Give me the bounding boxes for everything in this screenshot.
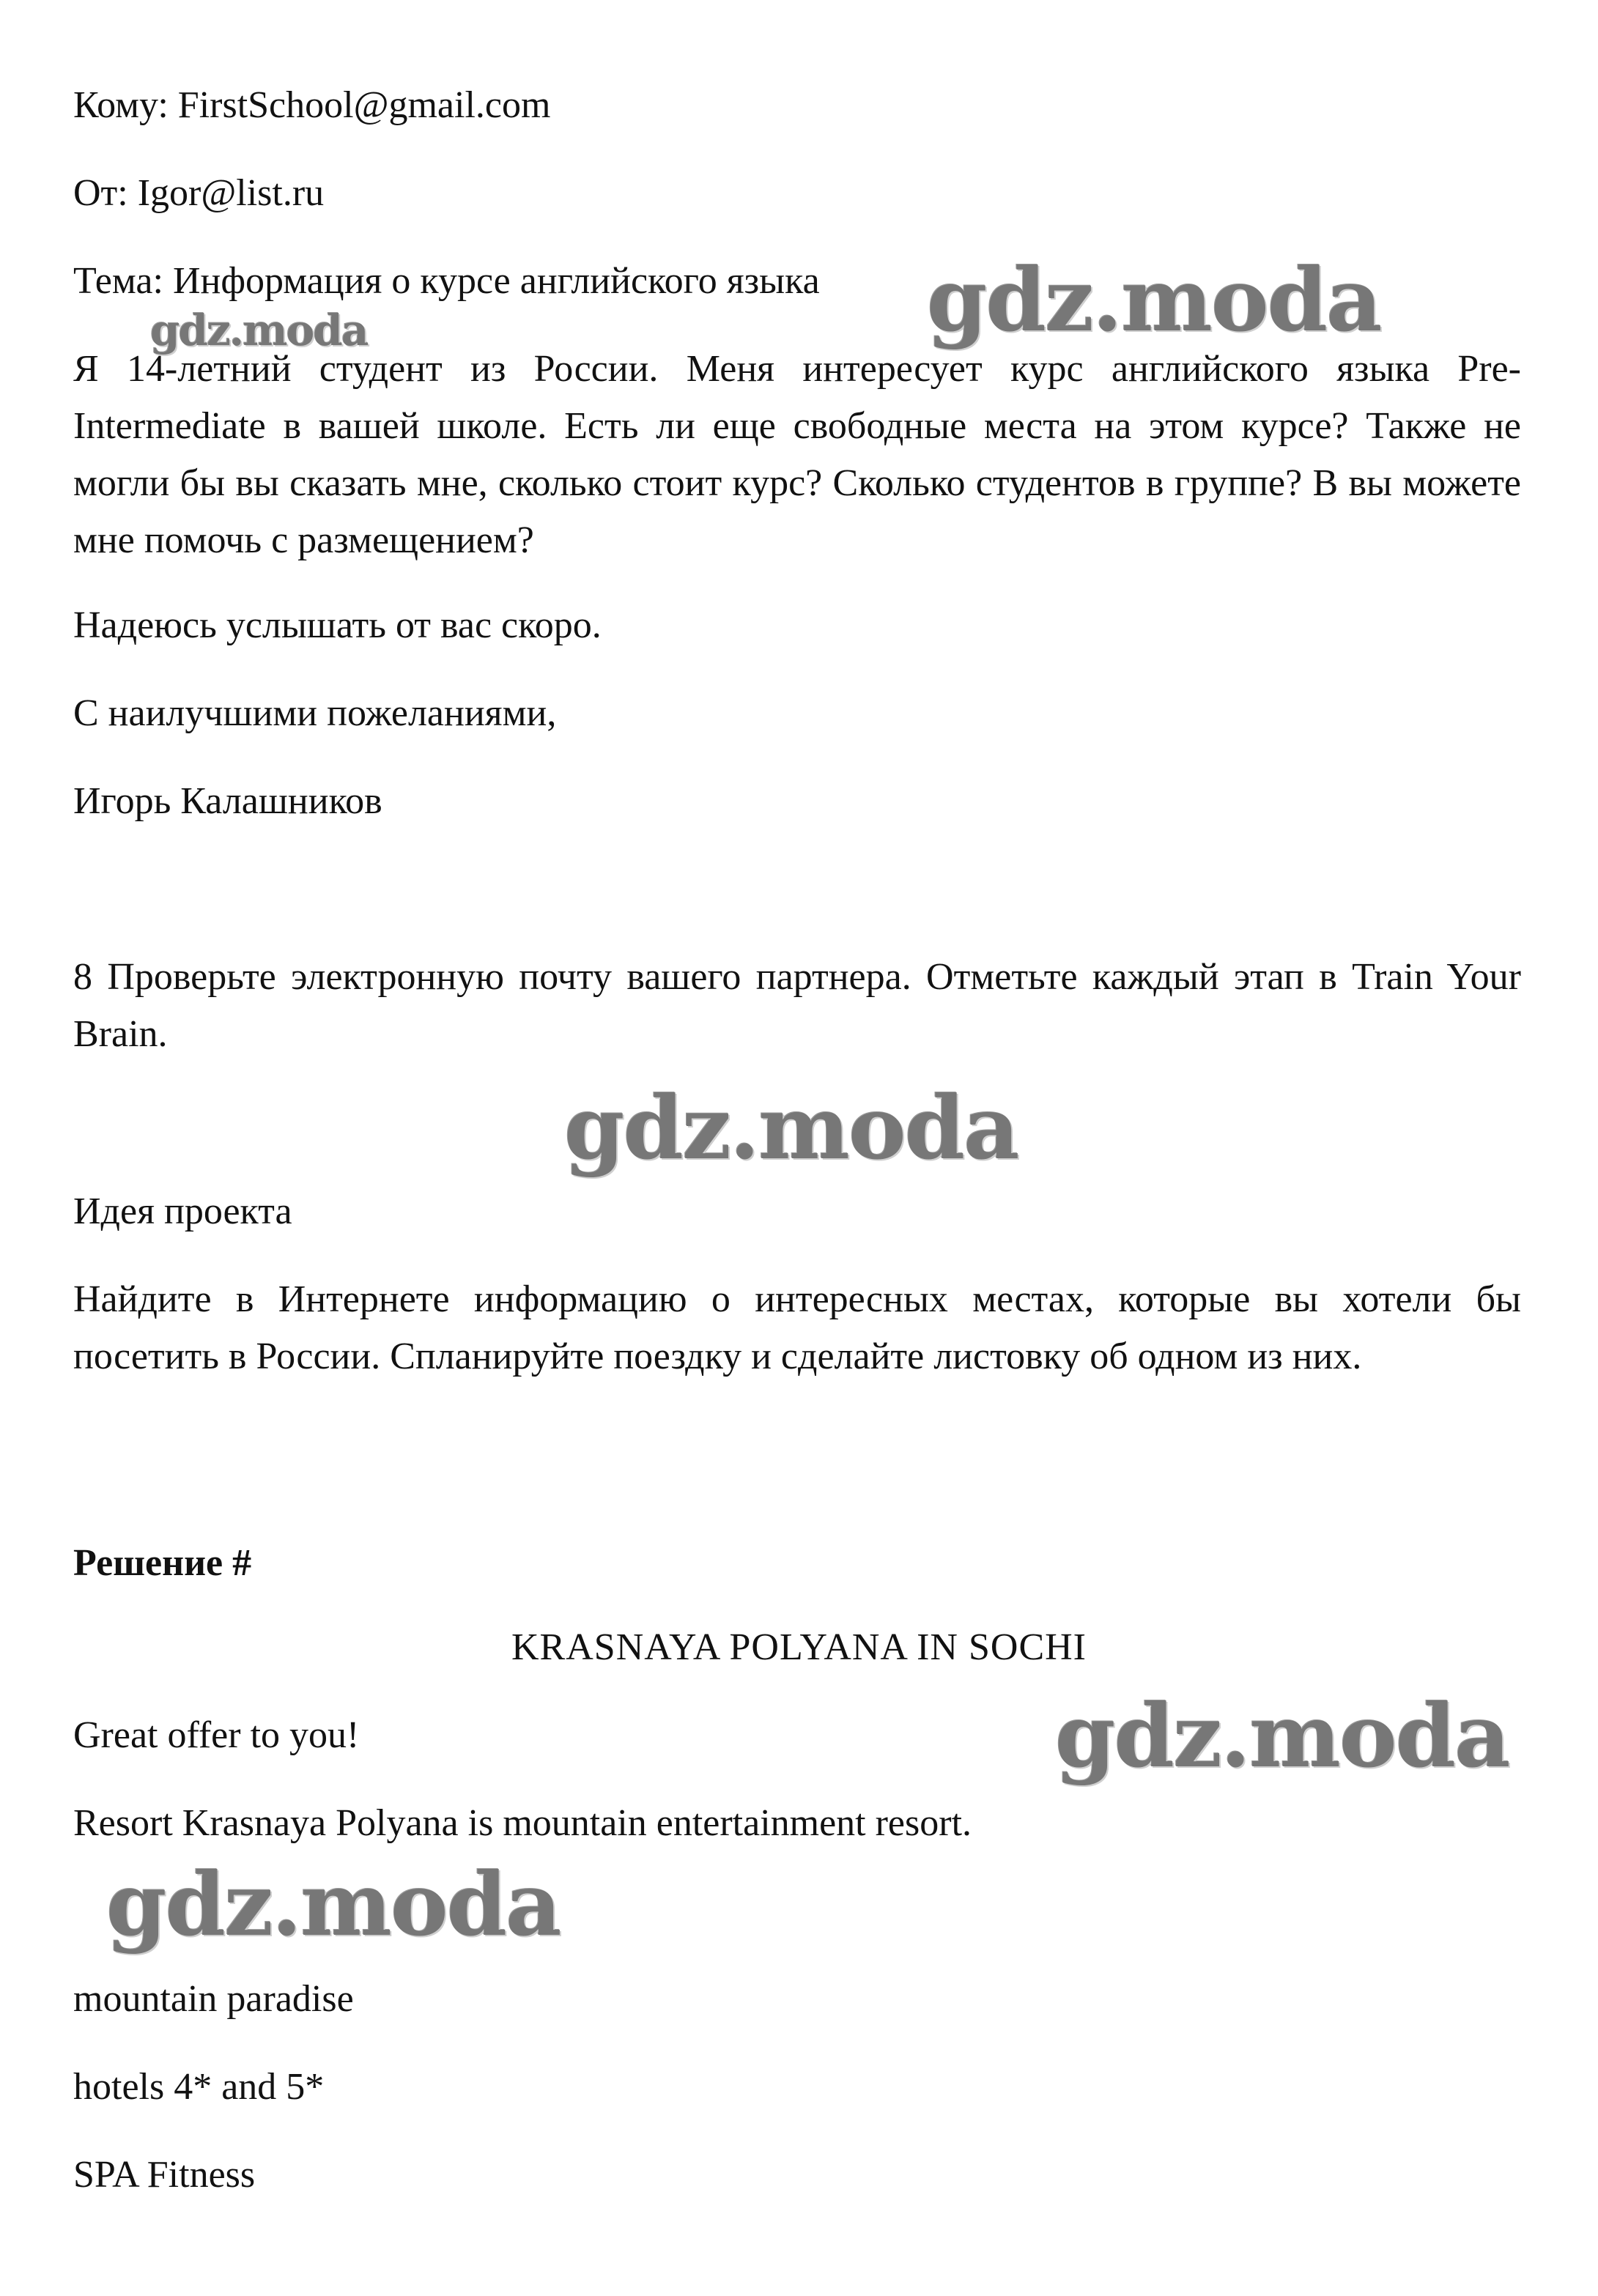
- project-text: Найдите в Интернете информацию о интересных местах, которые вы хотели бы посетить в России. Спланируйте поездку и сделайте листовку об одном из них.: [73, 1278, 1521, 1377]
- feature-item: hotels 4* and 5*: [73, 2066, 325, 2108]
- email-signature: Игорь Калашников: [73, 780, 382, 822]
- email-subject: Тема: Информация о курсе английского языка: [73, 260, 820, 302]
- task8-text: 8 Проверьте электронную почту вашего партнера. Отметьте каждый этап в Train Your Brain.: [73, 956, 1521, 1055]
- solution-offer: Great offer to you!: [73, 1714, 360, 1756]
- email-regards: С наилучшими пожеланиями,: [73, 692, 557, 734]
- watermark: gdz.moda: [927, 249, 1381, 351]
- project-heading: Идея проекта: [73, 1190, 292, 1232]
- watermark: gdz.moda: [150, 305, 368, 355]
- email-closing: Надеюсь услышать от вас скоро.: [73, 604, 602, 646]
- email-from: От: Igor@list.ru: [73, 172, 325, 214]
- feature-item: mountain paradise: [73, 1978, 354, 2020]
- solution-description: Resort Krasnaya Polyana is mountain entertainment resort.: [73, 1802, 972, 1844]
- watermark: gdz.moda: [106, 1854, 561, 1955]
- email-body: Я 14-летний студент из России. Меня интересует курс английского языка Pre-Intermediate в вашей школе. Есть ли еще свободные места на этом курсе? Также не могли бы вы сказать мне, сколько стоит курс? Сколько студентов в группе? В вы можете мне помочь с размещением?: [73, 348, 1521, 561]
- feature-item: SPA Fitness: [73, 2154, 256, 2196]
- email-to: Кому: FirstSchool@gmail.com: [73, 84, 551, 126]
- solution-heading: Решение #: [73, 1542, 252, 1584]
- solution-title: KRASNAYA POLYANA IN SOCHI: [511, 1626, 1087, 1668]
- watermark: gdz.moda: [1055, 1685, 1509, 1787]
- watermark: gdz.moda: [564, 1077, 1018, 1179]
